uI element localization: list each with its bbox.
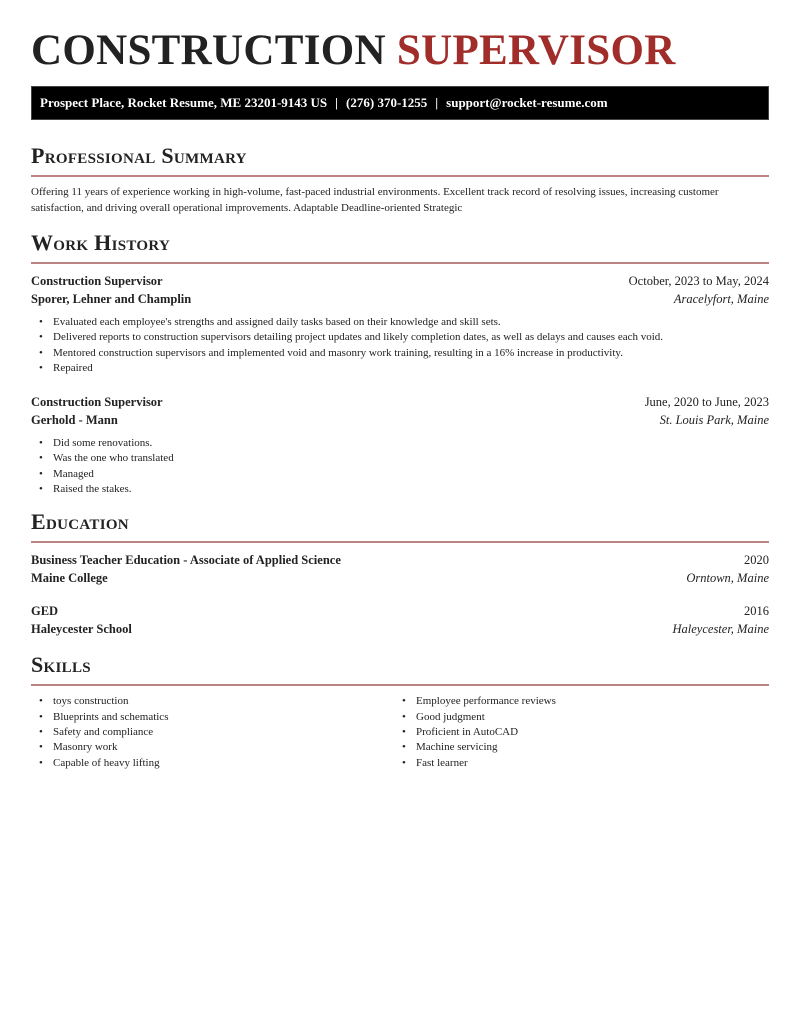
skills-section — [31, 652, 769, 770]
skills-list-right — [394, 694, 757, 770]
section-divider — [31, 541, 769, 543]
section-divider — [31, 262, 769, 264]
education-entry — [31, 551, 769, 587]
job-bullets — [31, 315, 769, 376]
job-bullets — [31, 436, 769, 497]
skill-item: • Proficient in AutoCAD — [402, 725, 757, 740]
job-position: Construction Supervisor — [31, 274, 163, 288]
job-bullet: • Managed — [39, 467, 769, 482]
section-title-education: Education — [31, 509, 129, 535]
education-degree: Business Teacher Education - Associate of Applied Science — [31, 553, 341, 568]
name-part-1: CONSTRUCTION — [31, 27, 386, 74]
job-bullet: • Raised the stakes. — [39, 482, 769, 497]
work-history-section — [31, 230, 769, 497]
name-part-2: SUPERVISOR — [396, 27, 676, 74]
job-dates: June, 2020 to June, 2023 — [644, 395, 769, 410]
contact-separator: | — [335, 95, 339, 110]
education-year: 2016 — [744, 604, 769, 619]
education-school: Haleycester School — [31, 622, 132, 637]
summary-section — [31, 143, 769, 216]
education-location: Orntown, Maine — [686, 571, 769, 586]
skill-item: • Good judgment — [402, 710, 757, 725]
skill-item: • toys construction — [39, 694, 394, 709]
job-bullet: • Was the one who translated — [39, 451, 769, 466]
education-location: Haleycester, Maine — [672, 622, 769, 637]
section-title-work: Work History — [31, 230, 171, 255]
skill-item: • Safety and compliance — [39, 725, 394, 740]
job-company: Sporer, Lehner and Champlin — [31, 292, 192, 306]
education-school: Maine College — [31, 571, 108, 586]
education-entry — [31, 602, 769, 638]
contact-bar — [31, 86, 769, 120]
skill-item: • Machine servicing — [402, 740, 757, 755]
skill-item: • Capable of heavy lifting — [39, 756, 394, 771]
section-title-summary: Professional Summary — [31, 143, 247, 168]
job-bullet: • Mentored construction supervisors and implemented void and masonry work training, resulting in a 16% increase in productivity. — [39, 346, 769, 361]
job-location: St. Louis Park, Maine — [659, 413, 769, 428]
resume-name — [31, 0, 769, 86]
education-year: 2020 — [744, 553, 769, 568]
skill-item: • Blueprints and schematics — [39, 710, 394, 725]
job-location: Aracelyfort, Maine — [673, 292, 769, 306]
job-company: Gerhold - Mann — [31, 413, 118, 428]
job-bullet: • Delivered reports to construction supervisors detailing project updates and likely completion dates, as well as delays and causes each void. — [39, 330, 769, 345]
skill-item: • Masonry work — [39, 740, 394, 755]
skills-grid — [31, 694, 769, 770]
job-bullet: • Did some renovations. — [39, 436, 769, 451]
section-divider — [31, 175, 769, 177]
skill-item: • Employee performance reviews — [402, 694, 757, 709]
skill-item: • Fast learner — [402, 756, 757, 771]
contact-email[interactable]: support@rocket-resume.com — [446, 95, 608, 110]
job-bullet: • Evaluated each employee's strengths and assigned daily tasks based on their knowledge and skill sets. — [39, 315, 769, 330]
summary-text: Offering 11 years of experience working in high-volume, fast-paced industrial environments. Excellent track record of resolving issues, increasing customer satisfaction, and driving overall operational improvements. Adaptable Deadline-oriented Strategic — [31, 186, 719, 214]
education-degree: GED — [31, 604, 59, 619]
education-section — [31, 509, 769, 638]
job-entry — [31, 272, 769, 376]
skills-list-left — [31, 694, 394, 770]
job-position: Construction Supervisor — [31, 395, 163, 410]
section-divider — [31, 684, 769, 686]
section-title-skills: Skills — [31, 652, 91, 678]
job-dates: October, 2023 to May, 2024 — [628, 274, 769, 288]
job-bullet: • Repaired — [39, 361, 769, 376]
contact-address: Prospect Place, Rocket Resume, ME 23201-9143 US — [40, 95, 328, 110]
job-entry — [31, 393, 769, 497]
contact-separator: | — [435, 95, 439, 110]
contact-phone: (276) 370-1255 — [346, 95, 428, 110]
